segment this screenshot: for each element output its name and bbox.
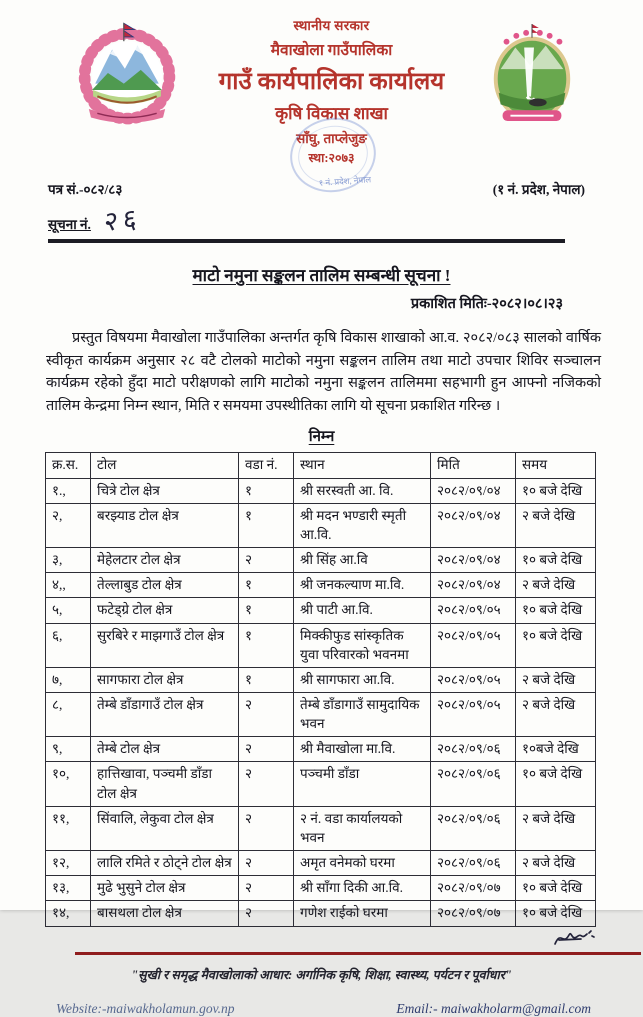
table-cell: १२, (46, 851, 91, 876)
table-cell: मुढे भुसुने टोल क्षेत्र (91, 876, 239, 901)
table-cell: २ (239, 762, 294, 806)
table-cell: २०८२/०९/०६ (431, 806, 516, 850)
table-cell: १० बजे देखि (516, 876, 596, 901)
branch-name: कृषि विकास शाखा (275, 104, 388, 123)
table-cell: १० बजे देखि (516, 478, 596, 503)
table-row (46, 737, 596, 762)
municipality-logo (483, 24, 581, 126)
table-row (46, 598, 596, 623)
table-header-cell: समय (516, 453, 596, 478)
municipality-name: मैवाखोला गाउँपालिका (270, 42, 393, 59)
website-value: maiwakholamun.gov.np (106, 1000, 235, 1016)
table-cell: २ बजे देखि (516, 573, 596, 598)
table-cell: २ (239, 876, 294, 901)
notice-number-handwritten: २६ (103, 202, 143, 239)
signature-row (0, 928, 643, 950)
table-cell: २ बजे देखि (516, 693, 596, 737)
table-cell: २ (239, 737, 294, 762)
published-date: प्रकाशित मितिः-२०८२।०८।२३ (410, 296, 563, 312)
table-cell: ८, (46, 693, 91, 737)
table-header-row (46, 453, 596, 478)
table-cell: २ (239, 693, 294, 737)
table-cell: २०८२/०९/०७ (431, 901, 516, 926)
government-line: स्थानीय सरकार (293, 18, 370, 33)
table-cell: २०८२/०९/०७ (431, 876, 516, 901)
stamp-caption: १ नं. प्रदेश, नेपाल (318, 174, 372, 188)
table-cell: १० बजे देखि (516, 762, 596, 806)
table-cell: २०८२/०९/०६ (431, 737, 516, 762)
table-cell: २०८२/०९/०४ (431, 573, 516, 598)
table-cell: ७, (46, 667, 91, 692)
notice-number-label: सूचना नं. (48, 217, 91, 232)
table-cell: २०८२/०९/०६ (431, 851, 516, 876)
notice-body-paragraph: प्रस्तुत विषयमा मैवाखोला गाउँपालिका अन्तर्गत कृषि विकास शाखाको आ.व. २०८२/०८३ सालको वार्षिक स्वीकृत कार्यक्रम अनुसार २८ वटै टोलको माटोको नमुना सङ्कलन तालिम तथा माटो उपचार शिविर सञ्चालन कार्यक्रम रहेको हुँदा माटो परीक्षणको लागि माटोको नमुना सङ्कलन तालिममा सहभागी हुन आफ्नो नजिकको तालिम केन्द्रमा निम्न स्थान, मिति र समयमा उपस्थीतिका लागि यो सूचना प्रकाशित गरिन्छ । (46, 330, 601, 414)
table-cell: २०८२/०९/०४ (431, 503, 516, 547)
table-cell: २०८२/०९/०४ (431, 478, 516, 503)
table-cell: श्री मैवाखोला मा.वि. (294, 737, 431, 762)
table-row (46, 478, 596, 503)
table-cell: १ (239, 667, 294, 692)
table-cell: मिक्कीफुड सांस्कृतिक युवा परिवारको भवनमा (294, 623, 431, 667)
table-cell: २ नं. वडा कार्यालयको भवन (294, 806, 431, 850)
table-row (46, 806, 596, 850)
table-cell: अमृत वनेमको घरमा (294, 851, 431, 876)
table-cell: बरझ्याड टोल क्षेत्र (91, 503, 239, 547)
table-cell: १ (239, 623, 294, 667)
maiwakhola-logo-icon (483, 24, 581, 126)
table-cell: तेल्लाबुड टोल क्षेत्र (91, 573, 239, 598)
table-cell: २ बजे देखि (516, 503, 596, 547)
table-cell: १० बजे देखि (516, 623, 596, 667)
table-cell: १० बजे देखि (516, 598, 596, 623)
table-header-cell: वडा नं. (239, 453, 294, 478)
table-cell: फटेड्ग्रे टोल क्षेत्र (91, 598, 239, 623)
table-cell: श्री सागफारा आ.वि. (294, 667, 431, 692)
table-cell: सुरबिरे र माझगाउँ टोल क्षेत्र (91, 623, 239, 667)
table-cell: मेहेलटार टोल क्षेत्र (91, 548, 239, 573)
table-row (46, 503, 596, 547)
table-cell: ५, (46, 598, 91, 623)
table-header-cell: स्थान (294, 453, 431, 478)
signature-icon (551, 928, 597, 950)
table-row (46, 623, 596, 667)
table-cell: १ (239, 478, 294, 503)
footer-divider-line (75, 952, 641, 955)
table-cell: १०बजे देखि (516, 737, 596, 762)
table-cell: तेम्बे डाँडागाउँ सामुदायिक भवन (294, 693, 431, 737)
notice-number-row (0, 198, 643, 237)
table-cell: ३, (46, 548, 91, 573)
table-row (46, 876, 596, 901)
table-cell: १ (239, 503, 294, 547)
table-cell: पञ्चमी डाँडा (294, 762, 431, 806)
table-cell: २ बजे देखि (516, 667, 596, 692)
table-header-cell: मिति (431, 453, 516, 478)
nepal-emblem-icon (74, 20, 180, 126)
table-cell: १०, (46, 762, 91, 806)
website-label: Website:- (56, 1000, 107, 1016)
table-header-cell: क्र.स. (46, 453, 91, 478)
nepal-government-emblem-logo (74, 20, 180, 126)
table-cell: २ (239, 548, 294, 573)
table-cell: २०८२/०९/०४ (431, 548, 516, 573)
email-label: Email:- (396, 1000, 438, 1016)
table-cell: लालि रमिते र ठोट्ने टोल क्षेत्र (91, 851, 239, 876)
table-cell: २०८२/०९/०५ (431, 693, 516, 737)
table-row (46, 762, 596, 806)
table-cell: २०८२/०९/०५ (431, 667, 516, 692)
province-label: (१ नं. प्रदेश, नेपाल) (492, 182, 585, 197)
table-cell: १३, (46, 876, 91, 901)
office-location: साँघु, ताप्लेजुङ (296, 131, 367, 146)
table-row (46, 901, 596, 926)
table-row (46, 851, 596, 876)
letter-number: पत्र सं.-०८२/८३ (48, 182, 123, 197)
email-link[interactable] (396, 1001, 591, 1017)
table-cell: श्री मदन भण्डारी स्मृती आ.वि. (294, 503, 431, 547)
table-cell: २ (239, 901, 294, 926)
footer-links (0, 983, 643, 1017)
table-cell: ९, (46, 737, 91, 762)
table-cell: गणेश राईको घरमा (294, 901, 431, 926)
email-value: maiwakholarm@gmail.com (440, 1000, 591, 1016)
table-cell: २ बजे देखि (516, 851, 596, 876)
table-cell: बासथला टोल क्षेत्र (91, 901, 239, 926)
table-row (46, 548, 596, 573)
table-cell: १., (46, 478, 91, 503)
letterhead (0, 0, 643, 166)
table-row (46, 693, 596, 737)
header-divider-line (48, 239, 565, 243)
table-cell: तेम्बे डाँडागाउँ टोल क्षेत्र (91, 693, 239, 737)
table-cell: तेम्बे टोल क्षेत्र (91, 737, 239, 762)
schedule-table-head (46, 453, 596, 478)
table-cell: १० बजे देखि (516, 901, 596, 926)
table-cell: १ (239, 598, 294, 623)
website-link[interactable] (56, 1001, 235, 1017)
table-cell: २ बजे देखि (516, 806, 596, 850)
office-name: गाउँ कार्यपालिका कार्यालय (218, 69, 445, 95)
schedule-table-body (46, 478, 596, 926)
footer-slogan: "सुखी र समृद्ध मैवाखोलाको आधार: अर्गानिक कृषि, शिक्षा, स्वास्थ्य, पर्यटन र पूर्वाधार" (131, 967, 512, 982)
notice-title: माटो नमुना सङ्कलन तालिम सम्बन्धी सूचना ! (192, 266, 451, 285)
table-row (46, 573, 596, 598)
table-cell: २०८२/०९/०६ (431, 762, 516, 806)
table-intro-label: निम्न (308, 429, 335, 446)
letterhead-text (180, 14, 483, 166)
table-cell: श्री सरस्वती आ. वि. (294, 478, 431, 503)
table-cell: ६, (46, 623, 91, 667)
table-cell: २ (239, 851, 294, 876)
established-year: स्था:२०७३ (308, 151, 355, 165)
training-schedule-table (45, 452, 596, 926)
table-cell: ४,, (46, 573, 91, 598)
table-header-cell: टोल (91, 453, 239, 478)
table-cell: श्री जनकल्याण मा.वि. (294, 573, 431, 598)
table-cell: हात्तिखावा, पञ्चमी डाँडा टोल क्षेत्र (91, 762, 239, 806)
table-cell: सिंवालि, लेकुवा टोल क्षेत्र (91, 806, 239, 850)
table-cell: १० बजे देखि (516, 548, 596, 573)
table-cell: २, (46, 503, 91, 547)
table-cell: श्री पाटी आ.वि. (294, 598, 431, 623)
table-cell: २०८२/०९/०५ (431, 623, 516, 667)
table-cell: श्री सिंह आ.वि (294, 548, 431, 573)
table-cell: २ (239, 806, 294, 850)
table-cell: सागफारा टोल क्षेत्र (91, 667, 239, 692)
table-cell: श्री साँगा दिकी आ.वि. (294, 876, 431, 901)
table-row (46, 667, 596, 692)
table-cell: १ (239, 573, 294, 598)
table-cell: २०८२/०९/०५ (431, 598, 516, 623)
table-cell: चित्रे टोल क्षेत्र (91, 478, 239, 503)
table-cell: १४, (46, 901, 91, 926)
table-cell: ११, (46, 806, 91, 850)
